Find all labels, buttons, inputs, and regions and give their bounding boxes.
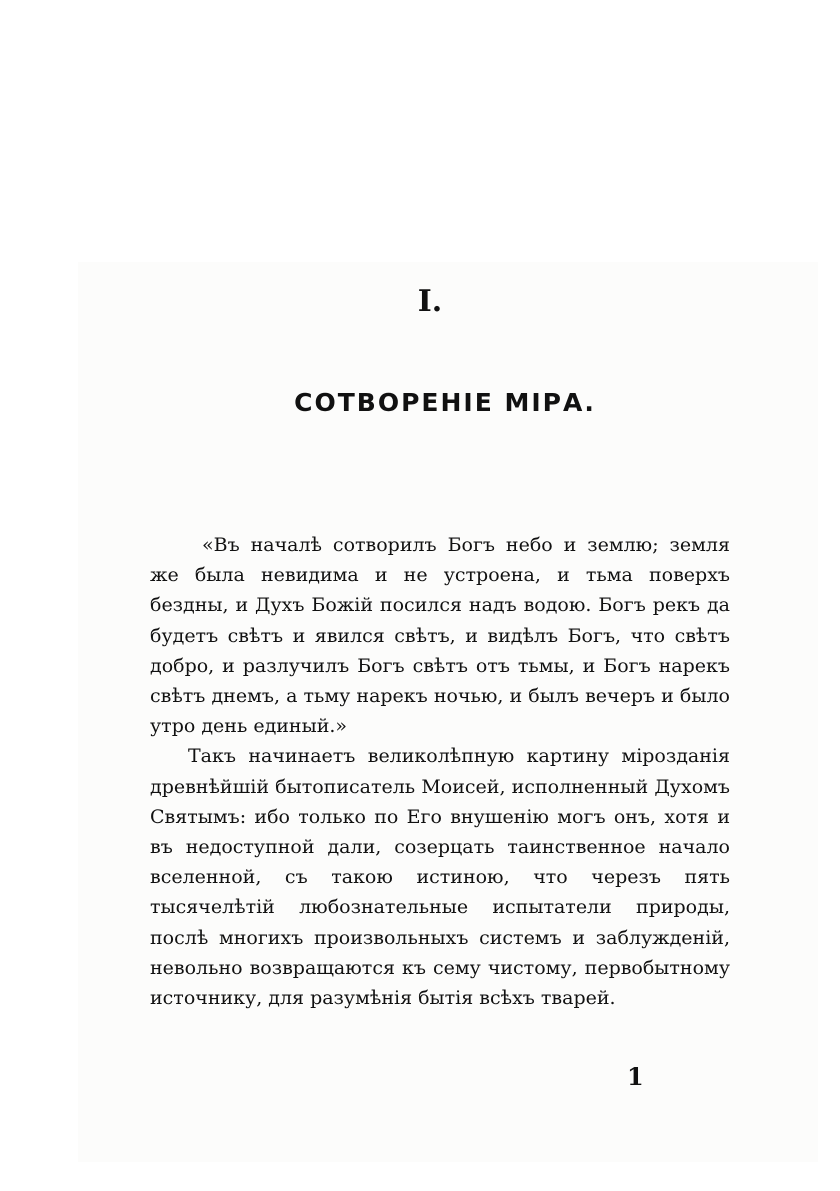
page-number: 1 bbox=[627, 1062, 644, 1091]
paragraph-genesis-quote: «Въ началѣ сотворилъ Богъ небо и землю; земля же была невидима и не устроена, и тьма поверхъ бездны, и Духъ Божій посился надъ водою. Богъ рекъ да будетъ свѣтъ и явился свѣтъ, и видѣлъ Богъ, что свѣтъ добро, и разлучилъ Богъ свѣтъ отъ тьмы, и Богъ нарекъ свѣтъ днемъ, а тьму нарекъ ночью, и былъ вечеръ и было утро день единый.» bbox=[150, 534, 730, 738]
body-text bbox=[150, 530, 730, 1013]
chapter-number: I. bbox=[417, 284, 443, 319]
chapter-title: СОТВОРЕНІЕ МІРА. bbox=[294, 388, 596, 417]
paragraph-commentary: Такъ начинаетъ великолѣпную картину мірозданія древнѣйшій бытописатель Моисей, исполненный Духомъ Святымъ: ибо только по Его внушенію могъ онъ, хотя и въ недоступной дали, созерцать таинственное начало вселенной, съ такою истиною, что черезъ пять тысячелѣтій любознательные испытатели природы, послѣ многихъ произвольныхъ системъ и заблужденій, невольно возвращаются къ сему чистому, первобытному источнику, для разумѣнія бытія всѣхъ тварей. bbox=[150, 745, 730, 1010]
